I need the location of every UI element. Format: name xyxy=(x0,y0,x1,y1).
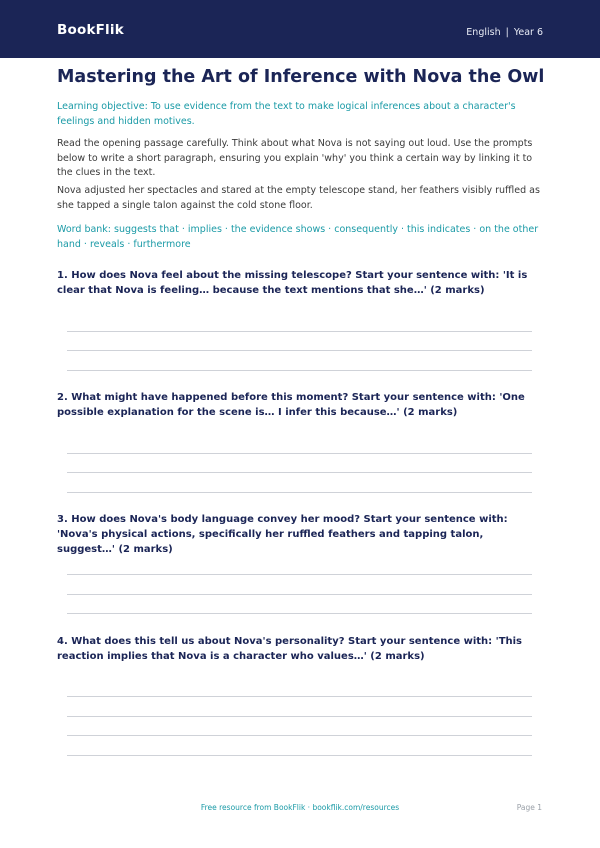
answer-line[interactable] xyxy=(67,492,532,493)
answer-line[interactable] xyxy=(67,350,532,351)
footer-text[interactable]: Free resource from BookFlik · bookflik.com/resources xyxy=(200,803,400,812)
meta-separator: | xyxy=(505,27,509,38)
page-title: Mastering the Art of Inference with Nova the Owl xyxy=(57,67,545,87)
answer-line[interactable] xyxy=(67,716,532,717)
question-1: 1. How does Nova feel about the missing telescope? Start your sentence with: 'It is clear that Nova is feeling… because the text mentions that she…' (2 marks) xyxy=(57,270,528,296)
question-3: 3. How does Nova's body language convey her mood? Start your sentence with: 'Nova's physical actions, specifically her ruffled feathers and tapping talon, suggest…' (2 marks) xyxy=(57,514,508,555)
page-header xyxy=(0,0,600,58)
answer-line[interactable] xyxy=(67,594,532,595)
answer-line[interactable] xyxy=(67,331,532,332)
brand-logo[interactable]: BookFlik xyxy=(57,22,124,38)
answer-line[interactable] xyxy=(67,696,532,697)
answer-line[interactable] xyxy=(67,735,532,736)
subject-year-meta xyxy=(466,27,543,38)
answer-line[interactable] xyxy=(67,370,532,371)
instructions-text: Read the opening passage carefully. Think about what Nova is not saying out loud. Use the prompts below to write a short paragraph, ensuring you explain 'why' you think a certain way by linking it to the clues in the text. xyxy=(57,138,533,178)
answer-line[interactable] xyxy=(67,472,532,473)
answer-line[interactable] xyxy=(67,453,532,454)
subject-label: English xyxy=(466,27,501,38)
passage-text: Nova adjusted her spectacles and stared at the empty telescope stand, her feathers visibly ruffled as she tapped a single talon against the cold stone floor. xyxy=(57,185,540,211)
question-4: 4. What does this tell us about Nova's personality? Start your sentence with: 'This reaction implies that Nova is a character who values…' (2 marks) xyxy=(57,636,523,662)
answer-line[interactable] xyxy=(67,574,532,575)
answer-line[interactable] xyxy=(67,755,532,756)
word-bank: Word bank: suggests that · implies · the evidence shows · consequently · this indicates · on the other hand · reveals · furthermore xyxy=(57,224,539,250)
answer-line[interactable] xyxy=(67,613,532,614)
learning-objective: Learning objective: To use evidence from the text to make logical inferences about a character's feelings and hidden motives. xyxy=(57,101,516,127)
page-number: Page 1 xyxy=(516,803,542,812)
year-label: Year 6 xyxy=(513,27,543,38)
question-2: 2. What might have happened before this moment? Start your sentence with: 'One possible explanation for the scene is… I infer this because…' (2 marks) xyxy=(57,392,525,418)
